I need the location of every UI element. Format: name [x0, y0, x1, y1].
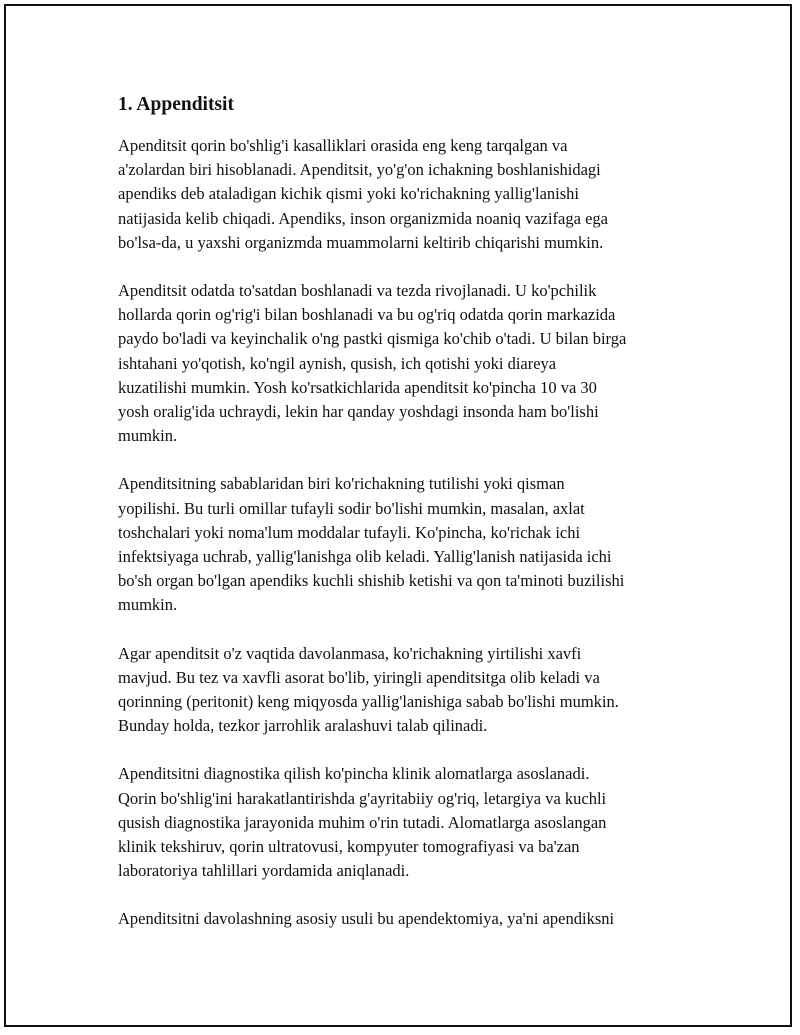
text-line: mumkin. — [118, 426, 178, 446]
text-line: Apenditsitni davolashning asosiy usuli bu apendektomiya, ya'ni apendiksni — [118, 909, 615, 929]
text-line: natijasida kelib chiqadi. Apendiks, inson organizmida noaniq vazifaga ega — [118, 208, 608, 228]
text-line: yosh oralig'ida uchraydi, lekin har qanday yoshdagi insonda ham bo'lishi — [118, 402, 599, 422]
paragraph-diagnostics — [118, 762, 698, 883]
paragraph-complications — [118, 642, 698, 739]
text-line: Apenditsitni diagnostika qilish ko'pincha klinik alomatlarga asoslanadi. — [118, 764, 590, 784]
text-line: yopilishi. Bu turli omillar tufayli sodir bo'lishi mumkin, masalan, axlat — [118, 498, 585, 518]
text-line: paydo bo'ladi va keyinchalik o'ng pastki qismiga ko'chib o'tadi. U bilan birga — [118, 329, 627, 349]
text-line: Apenditsitning sabablaridan biri ko'richakning tutilishi yoki qisman — [118, 474, 565, 494]
text-line: Qorin bo'shlig'ini harakatlantirishda g'ayritabiiy og'riq, letargiya va kuchli — [118, 788, 607, 808]
text-line: mumkin. — [118, 595, 178, 615]
paragraph-treatment — [118, 907, 698, 931]
text-line: Apenditsit qorin bo'shlig'i kasalliklari orasida eng keng tarqalgan va — [118, 136, 568, 155]
text-line: kuzatilishi mumkin. Yosh ko'rsatkichlarida apenditsit ko'pincha 10 va 30 — [118, 377, 597, 397]
section-heading: 1. Appenditsit — [118, 94, 234, 115]
text-line: qorinning (peritonit) keng miqyosda yallig'lanishiga sabab bo'lishi mumkin. — [118, 692, 619, 712]
text-line: infektsiyaga uchrab, yallig'lanishga olib keladi. Yallig'lanish natijasida ichi — [118, 547, 612, 567]
text-line: qusish diagnostika jarayonida muhim o'rin tutadi. Alomatlarga asoslangan — [118, 812, 607, 832]
text-line: Agar apenditsit o'z vaqtida davolanmasa, ko'richakning yirtilishi xavfi — [118, 643, 582, 663]
text-line: Apenditsit odatda to'satdan boshlanadi va tezda rivojlanadi. U ko'pchilik — [118, 281, 597, 301]
text-line: klinik tekshiruv, qorin ultratovusi, kompyuter tomografiyasi va ba'zan — [118, 837, 580, 857]
text-line: ishtahani yo'qotish, ko'ngil aynish, qusish, ich qotishi yoki diareya — [118, 353, 557, 373]
document-body — [118, 92, 698, 932]
text-line: bo'sh organ bo'lgan apendiks kuchli shishib ketishi va qon ta'minoti buzilishi — [118, 571, 625, 591]
text-line: apendiks deb ataladigan kichik qismi yoki ko'richakning yallig'lanishi — [118, 184, 579, 204]
text-line: hollarda qorin og'rig'i bilan boshlanadi va bu og'riq odatda qorin markazida — [118, 305, 616, 325]
text-line: mavjud. Bu tez va xavfli asorat bo'lib, yiringli apenditsitga olib keladi va — [118, 667, 600, 687]
paragraph-intro — [118, 134, 698, 255]
text-line: toshchalari yoki noma'lum moddalar tufayli. Ko'pincha, ko'richak ichi — [118, 522, 581, 542]
text-line: bo'lsa-da, u yaxshi organizmda muammolarni keltirib chiqarishi mumkin. — [118, 232, 604, 252]
paragraph-causes — [118, 472, 698, 617]
text-line: a'zolardan biri hisoblanadi. Apenditsit, yo'g'on ichakning boshlanishidagi — [118, 160, 601, 180]
text-line: Bunday holda, tezkor jarrohlik aralashuvi talab qilinadi. — [118, 716, 488, 736]
text-line: laboratoriya tahlillari yordamida aniqlanadi. — [118, 861, 410, 881]
paragraph-symptoms — [118, 279, 698, 448]
